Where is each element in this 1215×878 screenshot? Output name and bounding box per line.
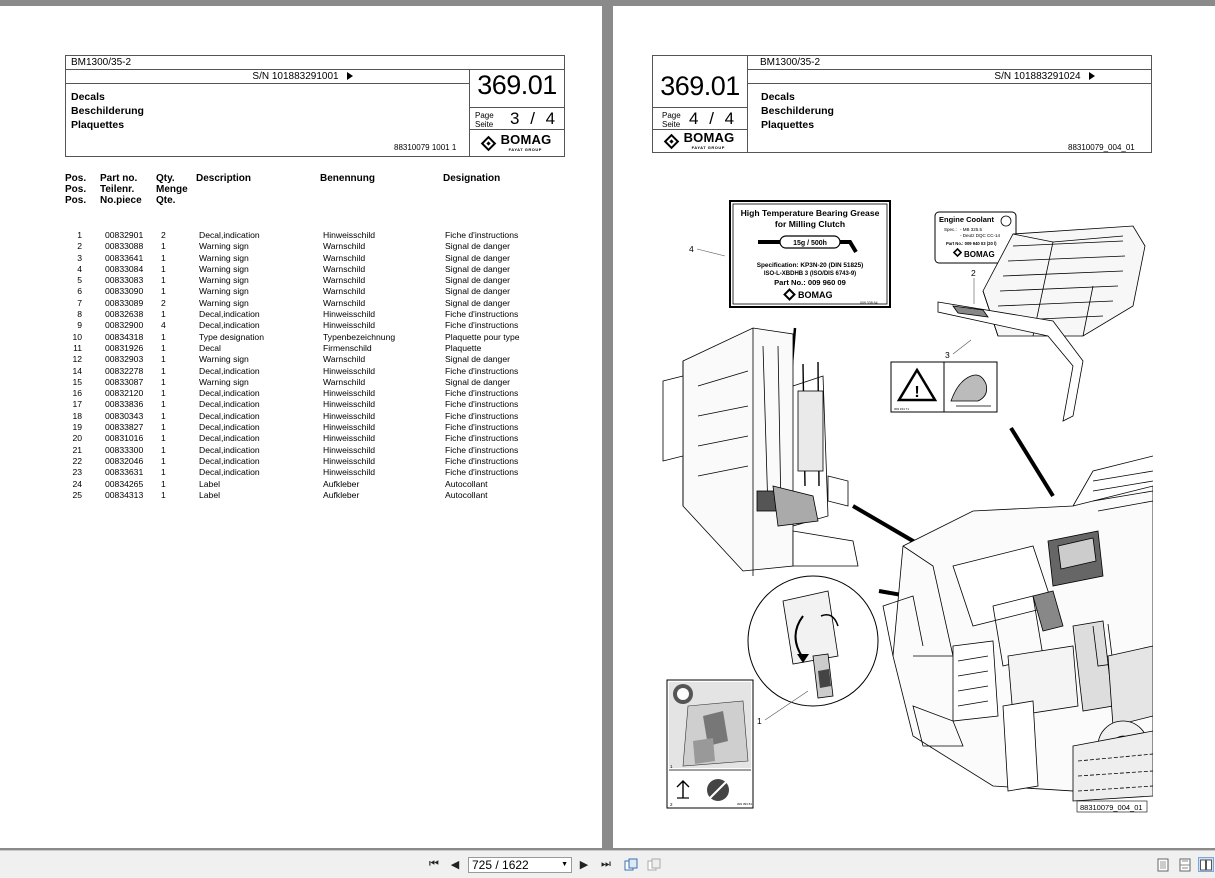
continuous-view-button[interactable] [1177,857,1193,872]
table-cell-ben: Warnschild [323,241,366,252]
title-en: Decals [71,91,105,103]
last-page-button[interactable] [598,857,614,872]
logo-text: BOMAG [500,132,552,147]
table-cell-part: 00833089 [105,297,144,308]
copy-pages-disabled-icon [647,858,661,872]
page-label-de: Seite [662,120,681,129]
table-cell-ben: Aufkleber [323,478,360,489]
drawing-id-label: 88310079_004_01 [1080,803,1143,812]
table-cell-qty: 1 [161,444,166,455]
table-cell-desc: Warning sign [199,241,249,252]
grease-spec1: Specification: KP3N-20 (DIN 51825) [756,262,864,269]
page-label-en: Page [662,111,681,120]
group-number-cell [653,56,748,108]
table-cell-des: Fiche d'instructions [445,399,519,410]
table-cell-desc: Decal,indication [199,365,260,376]
drawing-ref: 88310079 1001 1 [394,143,457,152]
table-cell-qty: 1 [161,422,166,433]
table-cell-desc: Warning sign [199,263,249,274]
table-cell-desc: Warning sign [199,275,249,286]
title-fr: Plaquettes [761,119,815,131]
table-cell-ben: Hinweisschild [323,309,376,320]
table-cell-part: 00833087 [105,376,144,387]
coolant-logo-text: BOMAG [964,250,995,259]
table-cell-ben: Firmenschild [323,342,372,353]
two-page-icon [1200,859,1212,871]
table-cell-qty: 1 [161,467,166,478]
group-number: 369.01 [660,71,740,101]
callout-2: 2 [971,268,976,278]
table-cell-part: 00833083 [105,275,144,286]
table-cell-desc: Decal,indication [199,410,260,421]
warning-small-code: 009 154 71 [894,407,910,411]
table-cell-des: Signal de danger [445,241,510,252]
page-dropdown-icon[interactable]: ▼ [561,861,568,868]
table-cell-part: 00832120 [105,388,144,399]
single-page-icon [1157,858,1169,872]
table-cell-desc: Label [199,478,221,489]
page-current: 4 [689,109,699,128]
table-cell-qty: 1 [161,252,166,263]
bomag-diamond-icon [663,133,679,149]
table-cell-pos: 17 [72,399,82,410]
copy-pages-icon [624,858,638,872]
table-cell-ben: Hinweisschild [323,467,376,478]
table-cell-desc: Decal,indication [199,309,260,320]
table-cell-pos: 5 [77,275,82,286]
table-cell-desc: Decal,indication [199,399,260,410]
table-cell-pos: 21 [72,444,82,455]
table-cell-pos: 11 [73,342,82,353]
table-cell-part: 00832278 [105,365,144,376]
right-page [613,6,1215,848]
table-cell-desc: Decal,indication [199,444,260,455]
previous-page-button[interactable] [448,857,462,872]
drawing-ref: 88310079_004_01 [1068,143,1135,152]
group-number: 369.01 [477,70,557,100]
table-cell-part: 00833836 [105,399,144,410]
title-de: Beschilderung [761,105,834,117]
table-cell-des: Plaquette [445,342,482,353]
table-cell-desc: Decal,indication [199,388,260,399]
table-cell-pos: 18 [72,410,82,421]
grease-logo-text: BOMAG [798,290,833,300]
table-cell-part: 00832903 [105,354,144,365]
table-cell-qty: 1 [161,489,166,500]
table-cell-des: Fiche d'instructions [445,467,519,478]
table-cell-des: Fiche d'instructions [445,422,519,433]
bomag-diamond-icon [480,135,496,151]
serial-number: S/N 101883291024 [994,71,1081,82]
table-cell-ben: Warnschild [323,275,366,286]
grease-spec2: ISO-L-XBDHB 3 (ISO/DIS 6743-9) [763,271,857,277]
table-cell-ben: Warnschild [323,263,366,274]
table-cell-part: 00832638 [105,309,144,320]
table-cell-pos: 9 [77,320,82,331]
table-cell-des: Fiche d'instructions [445,230,519,240]
header-box-right [652,55,1152,153]
page-label-de: Seite [475,120,494,129]
table-cell-qty: 1 [161,263,166,274]
table-cell-qty: 1 [161,241,166,252]
table-cell-qty: 1 [161,455,166,466]
title-fr: Plaquettes [71,119,125,131]
coolant-title: Engine Coolant [939,215,994,224]
table-cell-ben: Hinweisschild [323,433,376,444]
logo-text: BOMAG [683,130,735,145]
table-cell-pos: 14 [72,365,82,376]
table-cell-ben: Aufkleber [323,489,360,500]
table-cell-ben: Warnschild [323,297,366,308]
table-cell-ben: Hinweisschild [323,320,376,331]
svg-text:!: ! [914,384,920,401]
table-cell-pos: 22 [72,455,82,466]
table-cell-ben: Hinweisschild [323,410,376,421]
table-cell-desc: Decal,indication [199,320,260,331]
pictogram-code: 009 393 81 [737,802,753,806]
table-cell-qty: 1 [161,365,166,376]
table-cell-qty: 1 [161,376,166,387]
decal-location-illustration [653,186,1153,816]
table-cell-qty: 1 [161,433,166,444]
table-cell-pos: 15 [72,376,82,387]
table-cell-pos: 25 [72,489,82,500]
model-row [748,56,1151,70]
table-cell-des: Signal de danger [445,275,510,286]
callout-4: 4 [689,244,694,254]
table-cell-ben: Hinweisschild [323,399,376,410]
table-cell-qty: 1 [161,388,166,399]
table-cell-pos: 19 [72,422,82,433]
table-cell-pos: 6 [77,286,82,297]
page-number-cell [469,108,564,130]
table-cell-desc: Decal,indication [199,433,260,444]
table-cell-qty: 1 [161,331,166,342]
table-cell-qty: 1 [161,275,166,286]
table-cell-pos: 12 [72,354,82,365]
table-cell-des: Fiche d'instructions [445,388,519,399]
table-cell-des: Autocollant [445,489,488,500]
table-cell-ben: Warnschild [323,354,366,365]
logo-sub: FAYAT GROUP [691,145,725,150]
page-total: 4 [724,109,735,128]
title-de: Beschilderung [71,105,144,117]
table-cell-des: Signal de danger [445,354,510,365]
col-header-designation: Designation [443,173,501,184]
model-name: BM1300/35-2 [71,57,132,68]
table-cell-qty: 4 [161,320,166,331]
table-cell-des: Signal de danger [445,263,510,274]
grease-label [730,201,890,307]
serial-number: S/N 101883291001 [252,71,339,82]
page-number-input[interactable] [468,857,572,873]
previous-page-icon: ◀ [450,859,460,871]
table-cell-ben: Typenbezeichnung [323,331,396,342]
electrical-cabinet-drawing [663,328,858,576]
table-cell-ben: Hinweisschild [323,230,376,240]
table-cell-des: Fiche d'instructions [445,444,519,455]
table-cell-part: 00833088 [105,241,144,252]
page-number-cell [653,108,748,130]
grease-amount: 15g / 500h [793,240,827,247]
table-cell-des: Fiche d'instructions [445,320,519,331]
table-cell-pos: 1 [77,230,82,240]
coolant-spec2: - Deutz DQC CC-14 [960,233,1001,238]
serial-arrow-icon [1089,72,1095,80]
table-cell-part: 00833641 [105,252,144,263]
table-cell-part: 00834313 [105,489,144,500]
next-page-button[interactable] [577,857,591,872]
page-separator: / [709,109,714,128]
col-header-benennung: Benennung [320,173,375,184]
table-cell-desc: Decal,indication [199,467,260,478]
table-cell-desc: Type designation [199,331,264,342]
col-header-pos: Pos. Pos. Pos. [65,173,87,206]
table-cell-qty: 1 [161,309,166,320]
table-cell-desc: Warning sign [199,297,249,308]
single-page-view-button[interactable] [1155,857,1171,872]
table-cell-des: Fiche d'instructions [445,365,519,376]
table-cell-part: 00833827 [105,422,144,433]
grease-small-code: 009 338 64 [860,301,878,305]
col-header-part: Part no. Teilenr. No.piece [100,173,142,206]
table-cell-desc: Decal [199,342,221,353]
table-cell-pos: 2 [77,241,82,252]
table-cell-part: 00832901 [105,230,144,240]
coolant-spec1: - MB 325.5 [960,227,983,232]
step-1-label: 1 [670,764,673,769]
table-cell-des: Signal de danger [445,252,510,263]
bomag-logo [469,130,564,156]
continuous-page-icon [1179,858,1191,872]
table-cell-des: Autocollant [445,478,488,489]
table-cell-part: 00833084 [105,263,144,274]
table-cell-ben: Hinweisschild [323,388,376,399]
table-cell-part: 00832900 [105,320,144,331]
table-cell-desc: Warning sign [199,354,249,365]
milling-machine-drawing [883,456,1153,801]
serial-row [66,70,469,84]
table-cell-pos: 23 [72,467,82,478]
table-cell-desc: Warning sign [199,376,249,387]
title-block [71,90,371,132]
bomag-logo [653,130,748,152]
table-cell-ben: Hinweisschild [323,455,376,466]
table-cell-qty: 1 [161,286,166,297]
table-cell-qty: 2 [161,297,166,308]
first-page-icon: ⏮ [429,858,439,870]
table-cell-qty: 1 [161,410,166,421]
two-page-view-button[interactable] [1198,857,1214,872]
header-box-left [65,55,565,157]
table-cell-part: 00831016 [105,433,144,444]
table-cell-part: 00831926 [105,342,144,353]
table-cell-part: 00833631 [105,467,144,478]
last-page-icon: ⏭ [601,858,611,870]
grease-label-line2: for Milling Clutch [774,219,846,229]
table-cell-des: Plaquette pour type [445,331,520,342]
table-cell-ben: Warnschild [323,252,366,263]
first-page-button[interactable] [426,857,442,872]
detail-circle [748,576,878,706]
pdf-viewer-toolbar [0,850,1215,878]
table-cell-pos: 4 [77,263,82,274]
table-cell-part: 00832046 [105,455,144,466]
table-cell-ben: Warnschild [323,286,366,297]
col-header-qty: Qty. Menge Qte. [156,173,188,206]
table-cell-pos: 20 [72,433,82,444]
table-cell-ben: Hinweisschild [323,365,376,376]
table-cell-des: Fiche d'instructions [445,410,519,421]
model-name: BM1300/35-2 [760,57,821,68]
coolant-partno: Part No.: 009 940 03 (20 l) [946,241,997,246]
page-current: 3 [510,109,520,128]
table-cell-part: 00834318 [105,331,144,342]
model-row [66,56,564,70]
page-total: 4 [545,109,556,128]
table-cell-part: 00834265 [105,478,144,489]
callout-3: 3 [945,350,950,360]
table-cell-des: Signal de danger [445,376,510,387]
table-cell-desc: Label [199,489,221,500]
table-cell-pos: 10 [72,331,82,342]
table-cell-pos: 8 [77,309,82,320]
table-cell-desc: Warning sign [199,252,249,263]
table-cell-ben: Hinweisschild [323,422,376,433]
table-cell-qty: 1 [161,399,166,410]
table-cell-des: Fiche d'instructions [445,309,519,320]
table-cell-ben: Warnschild [323,376,366,387]
group-number-cell [469,70,564,108]
table-cell-desc: Decal,indication [199,230,260,240]
pictogram-panel [667,680,753,808]
table-cell-pos: 7 [77,297,82,308]
table-cell-qty: 2 [161,230,166,240]
table-cell-qty: 1 [161,478,166,489]
grease-label-line1: High Temperature Bearing Grease [740,208,880,218]
title-block [761,90,1061,132]
callout-1: 1 [757,716,762,726]
step-2-label: 2 [670,802,673,807]
coolant-spec-label: Spec.: [944,227,957,232]
table-cell-pos: 3 [77,252,82,263]
page-indicator: 725 / 1622 [472,858,529,872]
table-cell-qty: 1 [161,342,166,353]
table-cell-ben: Hinweisschild [323,444,376,455]
table-cell-des: Fiche d'instructions [445,433,519,444]
logo-sub: FAYAT GROUP [508,147,542,152]
table-cell-desc: Warning sign [199,286,249,297]
table-cell-desc: Decal,indication [199,455,260,466]
left-page [0,6,602,848]
grease-partno: Part No.: 009 960 09 [774,278,846,287]
table-cell-des: Fiche d'instructions [445,455,519,466]
rotate-left-button[interactable] [622,857,640,872]
table-cell-qty: 1 [161,354,166,365]
table-cell-part: 00830343 [105,410,144,421]
table-cell-des: Signal de danger [445,297,510,308]
serial-row [748,70,1151,84]
table-cell-part: 00833300 [105,444,144,455]
title-en: Decals [761,91,795,103]
table-cell-desc: Decal,indication [199,422,260,433]
table-cell-pos: 16 [72,388,82,399]
table-cell-des: Signal de danger [445,286,510,297]
serial-arrow-icon [347,72,353,80]
rotate-right-button[interactable] [645,857,663,872]
table-cell-part: 00833090 [105,286,144,297]
page-label-en: Page [475,111,494,120]
next-page-icon: ▶ [579,859,589,871]
col-header-description: Description [196,173,252,184]
page-separator: / [530,109,535,128]
table-cell-pos: 24 [72,478,82,489]
warning-label [891,362,997,412]
